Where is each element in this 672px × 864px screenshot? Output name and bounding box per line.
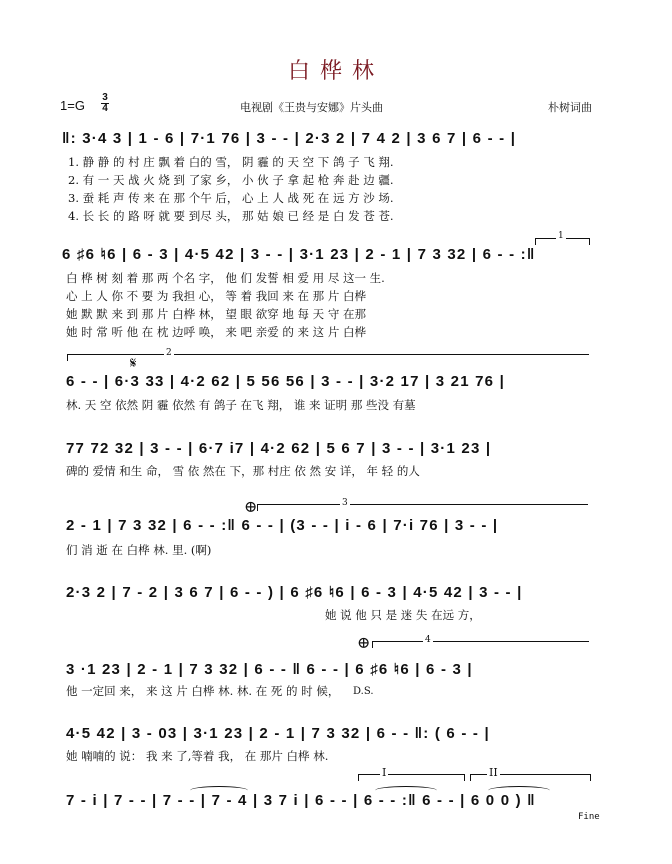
- coda-icon: ⊕: [357, 633, 371, 652]
- lyric-line: 3. 蚕 耗 声 传 来 在 那 个午 后， 心 上 人 战 死 在 远 方 沙 场.: [68, 191, 394, 205]
- score-row-1: [60, 130, 600, 152]
- composer: 朴树词曲: [548, 101, 592, 114]
- lyric-line: 林. 天 空 依然 阴 霾 依然 有 鸽子 在飞 翔， 谁 来 证明 那 些没 有墓: [66, 398, 416, 412]
- key-signature: 1=G: [60, 98, 85, 113]
- lyric-line: 4. 长 长 的 路 呀 就 要 到尽 头， 那 姑 娘 已 经 是 白 发 苍 苍.: [68, 209, 394, 223]
- lyric-line: 心 上 人 你 不 要 为 我担 心， 等 着 我回 来 在 那 片 白桦: [66, 289, 366, 303]
- volta-label: II: [489, 766, 498, 779]
- subtitle: 电视剧《王贵与安娜》片头曲: [240, 101, 383, 114]
- notation: 2 - 1 | 7 3 32 | 6 - - :‖ 6 - - | (3 - - | i - 6 | 7·i 76 | 3 - - |: [66, 517, 499, 534]
- lyric-line: 白 桦 树 刻 着 那 两 个名 字， 他 们 发誓 相 爱 用 尽 这一 生.: [66, 271, 385, 285]
- volta-label: 4: [425, 635, 431, 645]
- coda-icon: ⊕: [244, 497, 258, 516]
- lyric-line: 她 说 他 只 是 迷 失 在远 方，: [325, 608, 481, 622]
- notation: 6 ♯6 ♮6 | 6 - 3 | 4·5 42 | 3 - - | 3·1 23 | 2 - 1 | 7 3 32 | 6 - - :‖: [62, 246, 536, 263]
- notation: 77 72 32 | 3 - - | 6·7 i7 | 4·2 62 | 5 6 7 | 3 - - | 3·1 23 |: [66, 440, 492, 457]
- lyric-line: 2. 有 一 天 战 火 烧 到 了家 乡， 小 伙 子 拿 起 枪 奔 赴 边 疆.: [68, 173, 394, 187]
- lyric-line: 她 时 常 听 他 在 枕 边呼 唤， 来 吧 亲爱 的 来 这 片 白桦: [66, 325, 366, 339]
- time-signature: [101, 93, 109, 114]
- lyric-line: 她 喃喃的 说： 我 来 了,等着 我， 在 那片 白桦 林.: [66, 749, 329, 763]
- notation: 7 - i | 7 - - | 7 - - | 7 - 4 | 3 7 i | 6 - - | 6 - - :‖ 6 - - | 6 0 0 ) ‖: [66, 792, 536, 809]
- volta-bracket-3: [257, 504, 588, 511]
- volta-bracket-2: [67, 354, 589, 361]
- volta-label: I: [382, 766, 387, 779]
- notation: 4·5 42 | 3 - 03 | 3·1 23 | 2 - 1 | 7 3 32 | 6 - - ‖: ( 6 - - |: [66, 725, 490, 742]
- segno-icon: 𝄋: [130, 354, 137, 372]
- fine-mark: Fine: [578, 812, 600, 822]
- time-denominator: 4: [102, 103, 108, 114]
- lyric-line: 碑的 爱情 和生 命， 雪 依 然在 下，那 村庄 依 然 安 详， 年 轻 的人: [66, 464, 420, 478]
- notation: 6 - - | 6·3 33 | 4·2 62 | 5 56 56 | 3 - - | 3·2 17 | 3 21 76 |: [66, 373, 505, 390]
- time-numerator: 3: [102, 92, 108, 103]
- notation: 3 ·1 23 | 2 - 1 | 7 3 32 | 6 - - ‖ 6 - - | 6 ♯6 ♮6 | 6 - 3 |: [66, 661, 473, 678]
- volta-label: 3: [342, 498, 348, 508]
- volta-label: 2: [166, 348, 172, 358]
- dal-segno-mark: D.S.: [353, 686, 374, 697]
- lyric-line: 他 一定回 来， 来 这 片 白桦 林. 林. 在 死 的 时 候，: [66, 684, 340, 698]
- volta-label: 1: [558, 231, 564, 241]
- title: 白桦林: [287, 59, 384, 84]
- volta-bracket-I: [358, 774, 465, 781]
- notation: 2·3 2 | 7 - 2 | 3 6 7 | 6 - - ) | 6 ♯6 ♮6 | 6 - 3 | 4·5 42 | 3 - - |: [66, 584, 523, 601]
- lyric-line: 1. 静 静 的 村 庄 飘 着 白的 雪， 阴 霾 的 天 空 下 鸽 子 飞 翔.: [68, 155, 394, 169]
- lyric-line: 她 默 默 来 到 那 片 白桦 林， 望 眼 欲穿 地 每 天 守 在那: [66, 307, 366, 321]
- notation: ‖: 3·4 3 | 1 - 6 | 7·1 76 | 3 - - | 2·3 2 | 7 4 2 | 3 6 7 | 6 - - |: [62, 130, 517, 147]
- volta-bracket-4: [372, 641, 589, 648]
- lyric-line: 们 消 逝 在 白桦 林. 里. (啊): [66, 543, 212, 557]
